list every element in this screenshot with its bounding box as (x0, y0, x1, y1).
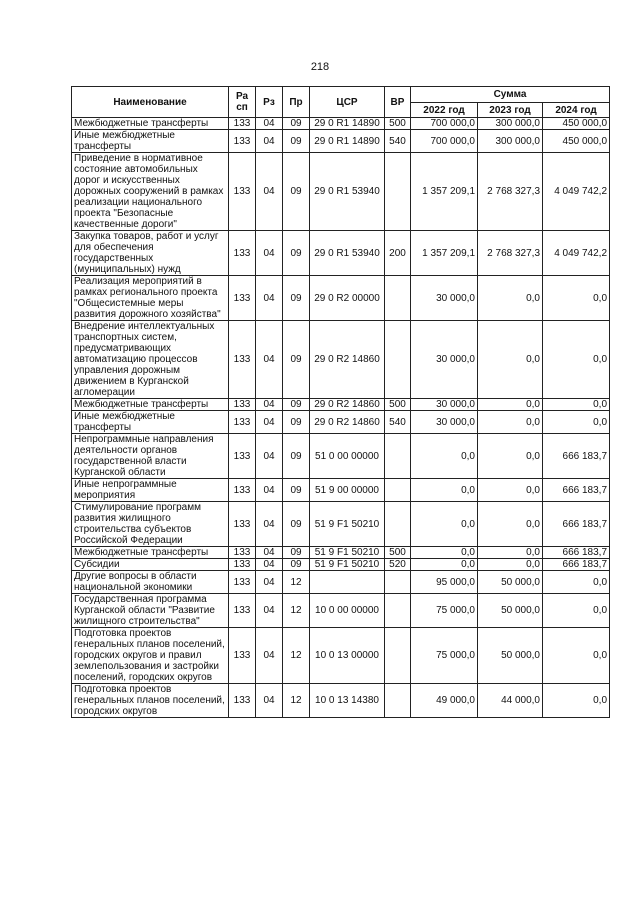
cell-csr: 10 0 00 00000 (310, 594, 385, 628)
table-row (72, 321, 610, 399)
header-rz: Рз (256, 87, 283, 118)
cell-rz: 04 (256, 434, 283, 479)
cell-2022: 30 000,0 (411, 399, 478, 411)
cell-rasp: 133 (229, 571, 256, 594)
cell-2022: 75 000,0 (411, 628, 478, 684)
cell-csr: 51 9 00 00000 (310, 479, 385, 502)
cell-rz: 04 (256, 571, 283, 594)
cell-rz: 04 (256, 684, 283, 718)
cell-vr (385, 571, 411, 594)
cell-2022: 0,0 (411, 502, 478, 547)
cell-2022: 700 000,0 (411, 118, 478, 130)
table-row (72, 231, 610, 276)
cell-rz: 04 (256, 628, 283, 684)
table-body (72, 118, 610, 718)
table-row (72, 502, 610, 547)
cell-vr (385, 628, 411, 684)
cell-rasp: 133 (229, 434, 256, 479)
cell-rz: 04 (256, 153, 283, 231)
header-sum: Сумма (411, 87, 610, 103)
cell-2023: 0,0 (478, 434, 543, 479)
cell-name: Подготовка проектов генеральных планов поселений, городских округов (72, 684, 229, 718)
cell-2024: 0,0 (543, 684, 610, 718)
cell-vr (385, 479, 411, 502)
cell-vr: 500 (385, 399, 411, 411)
cell-vr: 540 (385, 411, 411, 434)
cell-rasp: 133 (229, 479, 256, 502)
cell-2024: 0,0 (543, 594, 610, 628)
cell-2023: 0,0 (478, 547, 543, 559)
table-row (72, 571, 610, 594)
cell-2023: 0,0 (478, 502, 543, 547)
header-rasp: Ра сп (229, 87, 256, 118)
cell-name: Закупка товаров, работ и услуг для обеспечения государственных (муниципальных) нужд (72, 231, 229, 276)
table-row (72, 130, 610, 153)
cell-2023: 300 000,0 (478, 118, 543, 130)
cell-name: Внедрение интеллектуальных транспортных систем, предусматривающих автоматизацию процессов управления дорожным движением в Курганской агломерации (72, 321, 229, 399)
cell-csr (310, 571, 385, 594)
cell-rasp: 133 (229, 231, 256, 276)
cell-csr: 29 0 R2 14860 (310, 399, 385, 411)
cell-csr: 29 0 R2 14860 (310, 321, 385, 399)
cell-2024: 0,0 (543, 399, 610, 411)
header-year-2024: 2024 год (543, 103, 610, 118)
cell-2024: 666 183,7 (543, 559, 610, 571)
cell-2022: 1 357 209,1 (411, 153, 478, 231)
cell-rasp: 133 (229, 684, 256, 718)
cell-name: Субсидии (72, 559, 229, 571)
cell-name: Другие вопросы в области национальной экономики (72, 571, 229, 594)
table-row (72, 399, 610, 411)
header-year-2023: 2023 год (478, 103, 543, 118)
budget-table (71, 86, 610, 718)
cell-2022: 30 000,0 (411, 321, 478, 399)
cell-2022: 75 000,0 (411, 594, 478, 628)
table-row (72, 547, 610, 559)
table-row (72, 276, 610, 321)
cell-vr (385, 594, 411, 628)
cell-2024: 0,0 (543, 411, 610, 434)
cell-2024: 4 049 742,2 (543, 231, 610, 276)
cell-csr: 29 0 R1 53940 (310, 231, 385, 276)
cell-rz: 04 (256, 118, 283, 130)
header-csr: ЦСР (310, 87, 385, 118)
cell-vr (385, 153, 411, 231)
cell-rz: 04 (256, 231, 283, 276)
table-row (72, 434, 610, 479)
cell-rz: 04 (256, 479, 283, 502)
cell-pr: 09 (283, 153, 310, 231)
cell-2023: 50 000,0 (478, 594, 543, 628)
table-row (72, 153, 610, 231)
cell-pr: 09 (283, 479, 310, 502)
cell-vr (385, 434, 411, 479)
cell-2023: 50 000,0 (478, 571, 543, 594)
cell-2024: 0,0 (543, 628, 610, 684)
cell-rasp: 133 (229, 276, 256, 321)
cell-2023: 2 768 327,3 (478, 231, 543, 276)
cell-2022: 1 357 209,1 (411, 231, 478, 276)
cell-csr: 51 0 00 00000 (310, 434, 385, 479)
cell-csr: 10 0 13 14380 (310, 684, 385, 718)
cell-vr: 200 (385, 231, 411, 276)
table-row (72, 628, 610, 684)
cell-pr: 09 (283, 502, 310, 547)
cell-csr: 51 9 F1 50210 (310, 559, 385, 571)
cell-vr (385, 321, 411, 399)
cell-csr: 29 0 R1 14890 (310, 130, 385, 153)
cell-pr: 09 (283, 118, 310, 130)
cell-rasp: 133 (229, 628, 256, 684)
cell-2023: 0,0 (478, 321, 543, 399)
cell-pr: 12 (283, 594, 310, 628)
cell-rz: 04 (256, 130, 283, 153)
cell-rasp: 133 (229, 153, 256, 231)
table-row (72, 684, 610, 718)
cell-rz: 04 (256, 547, 283, 559)
cell-2024: 666 183,7 (543, 502, 610, 547)
cell-vr (385, 276, 411, 321)
cell-csr: 51 9 F1 50210 (310, 547, 385, 559)
cell-2024: 0,0 (543, 276, 610, 321)
cell-name: Реализация мероприятий в рамках регионального проекта "Общесистемные меры развития дорожного хозяйства" (72, 276, 229, 321)
cell-csr: 29 0 R1 14890 (310, 118, 385, 130)
cell-rz: 04 (256, 321, 283, 399)
cell-csr: 29 0 R2 00000 (310, 276, 385, 321)
cell-2024: 450 000,0 (543, 130, 610, 153)
cell-rz: 04 (256, 559, 283, 571)
cell-pr: 12 (283, 684, 310, 718)
table-row (72, 559, 610, 571)
cell-name: Межбюджетные трансферты (72, 399, 229, 411)
cell-pr: 09 (283, 547, 310, 559)
cell-2023: 300 000,0 (478, 130, 543, 153)
cell-csr: 29 0 R1 53940 (310, 153, 385, 231)
cell-2024: 0,0 (543, 571, 610, 594)
cell-2022: 0,0 (411, 547, 478, 559)
cell-rasp: 133 (229, 321, 256, 399)
header-name: Наименование (72, 87, 229, 118)
table-row (72, 479, 610, 502)
cell-2024: 0,0 (543, 321, 610, 399)
cell-2023: 50 000,0 (478, 628, 543, 684)
cell-2022: 30 000,0 (411, 276, 478, 321)
cell-2023: 0,0 (478, 276, 543, 321)
page-number: 218 (310, 61, 330, 73)
cell-2022: 0,0 (411, 559, 478, 571)
cell-pr: 09 (283, 399, 310, 411)
cell-name: Иные межбюджетные трансферты (72, 411, 229, 434)
cell-vr: 540 (385, 130, 411, 153)
cell-rz: 04 (256, 594, 283, 628)
header-vr: ВР (385, 87, 411, 118)
cell-pr: 09 (283, 231, 310, 276)
cell-2024: 666 183,7 (543, 479, 610, 502)
cell-csr: 10 0 13 00000 (310, 628, 385, 684)
cell-name: Непрограммные направления деятельности органов государственной власти Курганской области (72, 434, 229, 479)
cell-2023: 44 000,0 (478, 684, 543, 718)
cell-rz: 04 (256, 399, 283, 411)
cell-csr: 51 9 F1 50210 (310, 502, 385, 547)
table-header-row (72, 87, 610, 103)
cell-2023: 0,0 (478, 479, 543, 502)
cell-2023: 2 768 327,3 (478, 153, 543, 231)
cell-rasp: 133 (229, 399, 256, 411)
cell-vr (385, 502, 411, 547)
cell-vr: 500 (385, 118, 411, 130)
cell-vr: 520 (385, 559, 411, 571)
cell-rz: 04 (256, 411, 283, 434)
cell-pr: 12 (283, 628, 310, 684)
cell-rasp: 133 (229, 594, 256, 628)
cell-pr: 09 (283, 434, 310, 479)
cell-vr (385, 684, 411, 718)
cell-csr: 29 0 R2 14860 (310, 411, 385, 434)
cell-rasp: 133 (229, 502, 256, 547)
cell-2022: 30 000,0 (411, 411, 478, 434)
header-pr: Пр (283, 87, 310, 118)
cell-rz: 04 (256, 276, 283, 321)
cell-2022: 700 000,0 (411, 130, 478, 153)
cell-name: Межбюджетные трансферты (72, 118, 229, 130)
header-year-2022: 2022 год (411, 103, 478, 118)
cell-rasp: 133 (229, 118, 256, 130)
cell-2024: 450 000,0 (543, 118, 610, 130)
cell-2022: 95 000,0 (411, 571, 478, 594)
cell-name: Иные непрограммные мероприятия (72, 479, 229, 502)
cell-name: Иные межбюджетные трансферты (72, 130, 229, 153)
cell-rz: 04 (256, 502, 283, 547)
cell-pr: 09 (283, 321, 310, 399)
cell-name: Стимулирование программ развития жилищного строительства субъектов Российской Федерации (72, 502, 229, 547)
cell-vr: 500 (385, 547, 411, 559)
cell-name: Приведение в нормативное состояние автомобильных дорог и искусственных дорожных сооружений в рамках реализации национального проекта "Безопасные качественные дороги" (72, 153, 229, 231)
cell-pr: 09 (283, 411, 310, 434)
cell-2023: 0,0 (478, 559, 543, 571)
cell-rasp: 133 (229, 547, 256, 559)
table-row (72, 594, 610, 628)
cell-pr: 12 (283, 571, 310, 594)
cell-2022: 0,0 (411, 434, 478, 479)
table-row (72, 118, 610, 130)
cell-2023: 0,0 (478, 399, 543, 411)
cell-rasp: 133 (229, 130, 256, 153)
cell-2022: 49 000,0 (411, 684, 478, 718)
table-row (72, 411, 610, 434)
cell-rasp: 133 (229, 411, 256, 434)
cell-name: Межбюджетные трансферты (72, 547, 229, 559)
cell-2022: 0,0 (411, 479, 478, 502)
cell-rasp: 133 (229, 559, 256, 571)
cell-2024: 4 049 742,2 (543, 153, 610, 231)
cell-name: Государственная программа Курганской области "Развитие жилищного строительства" (72, 594, 229, 628)
cell-2024: 666 183,7 (543, 434, 610, 479)
cell-pr: 09 (283, 559, 310, 571)
cell-pr: 09 (283, 276, 310, 321)
cell-name: Подготовка проектов генеральных планов поселений, городских округов и правил землепользования и застройки поселений, городских округов (72, 628, 229, 684)
cell-2023: 0,0 (478, 411, 543, 434)
cell-pr: 09 (283, 130, 310, 153)
cell-2024: 666 183,7 (543, 547, 610, 559)
